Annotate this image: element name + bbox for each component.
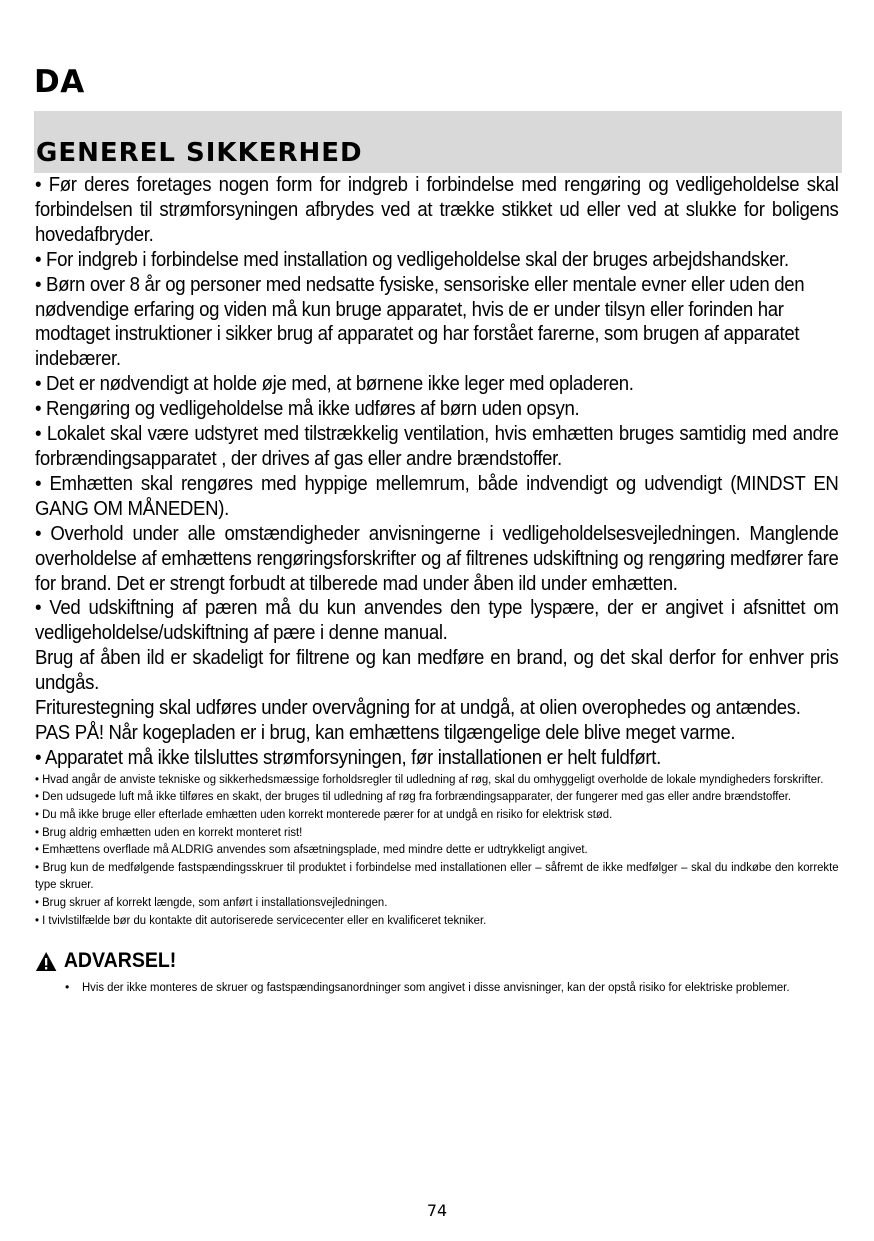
warning-list (35, 979, 839, 997)
small-paragraph: • Brug aldrig emhætten uden en korrekt monteret rist! (35, 824, 303, 839)
warning-text: Hvis der ikke monteres de skruer og fastspændingsanordninger som angivet i disse anvisninger, kan der opstå risiko for elektriske problemer. (82, 980, 790, 995)
spacer (35, 929, 839, 947)
list-item (35, 979, 839, 997)
section-header-bar (34, 111, 842, 173)
safety-instructions (35, 173, 839, 997)
section-title: GENEREL SIKKERHED (36, 138, 363, 168)
small-paragraph: • I tvivlstilfælde bør du kontakte dit autoriserede servicecenter eller en kvalificeret tekniker. (35, 912, 487, 927)
language-code: DA (34, 64, 85, 100)
paragraph: • Overhold under alle omstændigheder anvisningerne i vedligeholdelsesvejledningen. Manglende overholdelse af emhættens rengøringsforskrifter og af filtrenes udskiftning og rengøring medfører fare for brand. Det er strengt forbudt at tilberede mad under åben ild under emhætten. (35, 522, 839, 595)
paragraph: • Før deres foretages nogen form for indgreb i forbindelse med rengøring og vedligeholdelse skal forbindelsen til strømforsyningen afbrydes ved at trække stikket ud eller ved at slukke for boligens hovedafbryder. (35, 174, 839, 246)
small-paragraph: • Brug skruer af korrekt længde, som anført i installationsvejledningen. (35, 894, 388, 909)
small-paragraph: • Den udsugede luft må ikke tilføres en skakt, der bruges til udledning af røg fra forbrændingsapparater, der fungerer med gas eller andre brændstoffer. (35, 789, 792, 804)
small-paragraph: • Emhættens overflade må ALDRIG anvendes som afsætningsplade, med mindre dette er udtrykkeligt angivet. (35, 842, 588, 857)
paragraph: • Ved udskiftning af pæren må du kun anvendes den type lyspære, der er angivet i afsnittet om vedligeholdelse/udskiftning af pære i denne manual. (35, 597, 839, 645)
list-bullet: • (65, 980, 70, 995)
paragraph: • Emhætten skal rengøres med hyppige mellemrum, både indvendigt og udvendigt (MINDST EN GANG OM MÅNEDEN). (35, 472, 839, 520)
warning-heading (35, 947, 783, 975)
paragraph: Friturestegning skal udføres under overvågning for at undgå, at olien overophedes og antændes. (35, 697, 801, 720)
paragraph: • Det er nødvendigt at holde øje med, at børnene ikke leger med opladeren. (35, 373, 634, 396)
paragraph: Brug af åben ild er skadeligt for filtrene og kan medføre en brand, og det skal derfor for enhver pris undgås. (35, 647, 839, 695)
small-paragraph: • Hvad angår de anviste tekniske og sikkerhedsmæssige forholdsregler til udledning af røg, skal du omhyggeligt overholde de lokale myndigheders forskrifter. (35, 771, 824, 786)
paragraph: • Børn over 8 år og personer med nedsatte fysiske, sensoriske eller mentale evner eller uden den nødvendige erfaring og viden må kun bruge apparatet, hvis de er under tilsyn eller forinden har modtaget instruktioner i sikker brug af apparatet og har forstået farerne, som brugen af apparatet indebærer. (35, 273, 805, 371)
small-paragraph: • Brug kun de medfølgende fastspændingsskruer til produktet i forbindelse med installationen eller – såfremt de ikke medfølger – skal du indkøbe den korrekte type skruer. (35, 859, 839, 892)
paragraph: • Lokalet skal være udstyret med tilstrækkelig ventilation, hvis emhætten bruges samtidig med andre forbrændingsapparatet , der drives af gas eller andre brændstoffer. (35, 423, 839, 470)
paragraph: • For indgreb i forbindelse med installation og vedligeholdelse skal der bruges arbejdshandsker. (35, 248, 789, 271)
warning-title: ADVARSEL! (63, 949, 177, 973)
paragraph: PAS PÅ! Når kogepladen er i brug, kan emhættens tilgængelige dele blive meget varme. (35, 721, 736, 744)
page-number: 74 (426, 1201, 448, 1220)
small-paragraph: • Du må ikke bruge eller efterlade emhætten uden korrekt monterede pærer for at undgå en risiko for elektrisk stød. (35, 806, 613, 821)
paragraph: • Rengøring og vedligeholdelse må ikke udføres af børn uden opsyn. (35, 398, 580, 421)
warning-triangle-icon (35, 951, 57, 972)
paragraph: • Apparatet må ikke tilsluttes strømforsyningen, før installationen er helt fuldført. (35, 746, 661, 769)
